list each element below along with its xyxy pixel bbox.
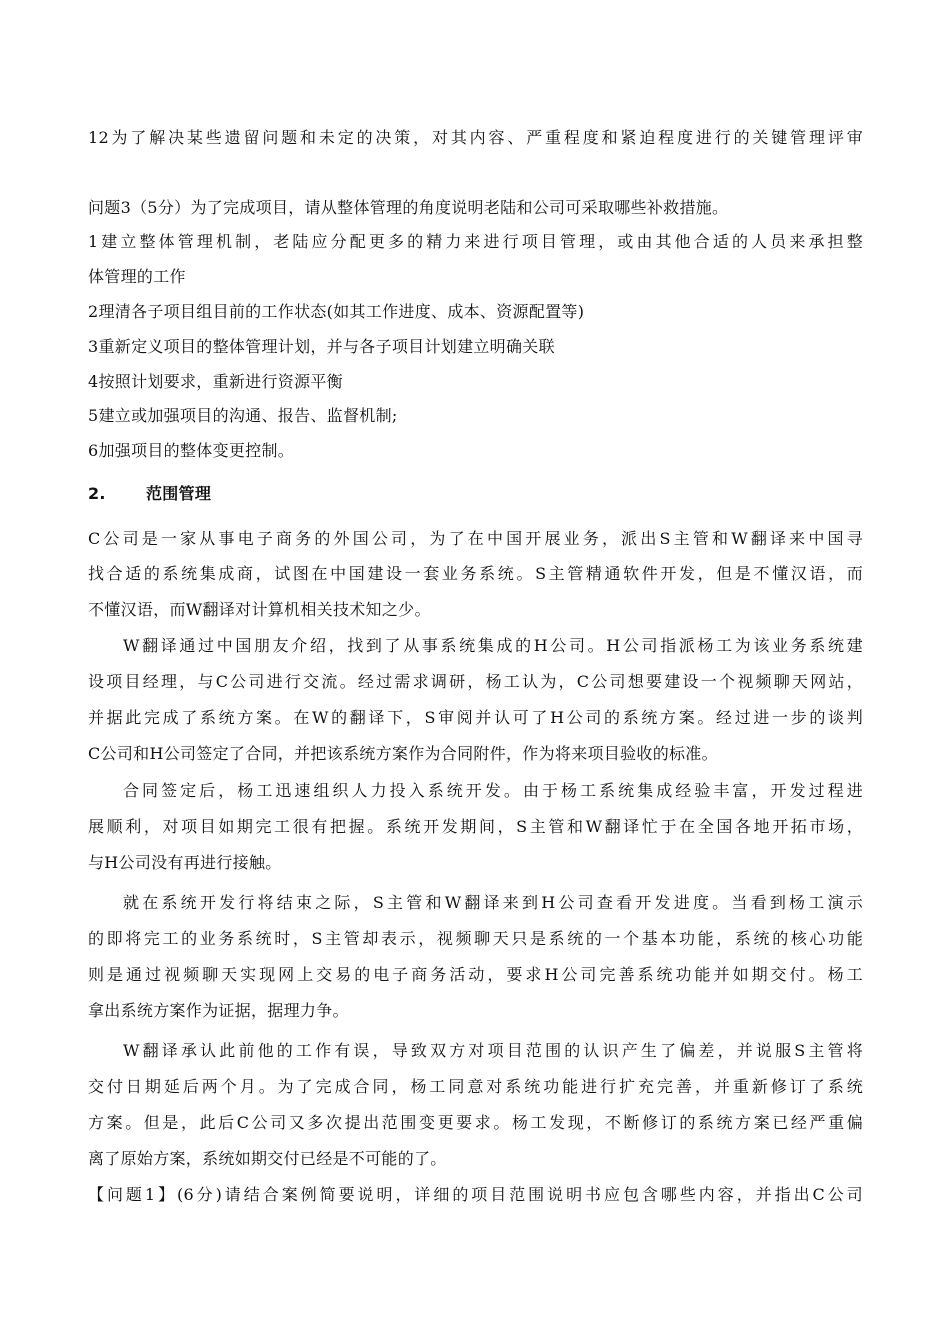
section-title: 范围管理 [146, 484, 212, 503]
text-line: 设项目经理，与C公司进行交流。经过需求调研，杨工认为，C公司想要建设一个视频聊天网站， [88, 672, 863, 691]
text-line: 与H公司没有再进行接触。 [88, 853, 282, 872]
question-3: 问题3（5分）为了完成项目，请从整体管理的角度说明老陆和公司可采取哪些补救措施。 [88, 198, 729, 217]
text-line: 交付日期延后两个月。为了完成合同，杨工同意对系统功能进行扩充完善，并重新修订了系统 [88, 1077, 863, 1096]
section-heading [88, 484, 863, 504]
text-line: 4按照计划要求，重新进行资源平衡 [88, 372, 343, 391]
text-line: 6加强项目的整体变更控制。 [88, 441, 295, 460]
text-line: 并据此完成了系统方案。在W的翻译下，S审阅并认可了H公司的系统方案。经过进一步的谈判 [88, 708, 863, 727]
question-1: 【问题1】(6分)请结合案例简要说明，详细的项目范围说明书应包含哪些内容，并指出C公司 [88, 1185, 863, 1204]
text-line: 拿出系统方案作为证据，据理力争。 [88, 1001, 349, 1020]
text-line: 方案。但是，此后C公司又多次提出范围变更要求。杨工发现，不断修订的系统方案已经严重偏 [88, 1113, 863, 1132]
text-line: 3重新定义项目的整体管理计划，并与各子项目计划建立明确关联 [88, 337, 555, 356]
section-number: 2. [88, 484, 106, 503]
text-line: W翻译通过中国朋友介绍，找到了从事系统集成的H公司。H公司指派杨工为该业务系统建 [123, 636, 863, 655]
text-line: 就在系统开发行将结束之际，S主管和W翻译来到H公司查看开发进度。当看到杨工演示 [123, 893, 863, 912]
text-line: 5建立或加强项目的沟通、报告、监督机制; [88, 406, 398, 425]
text-line: 离了原始方案，系统如期交付已经是不可能的了。 [88, 1149, 447, 1168]
text-line: 的即将完工的业务系统时，S主管却表示，视频聊天只是系统的一个基本功能，系统的核心功能 [88, 929, 863, 948]
text-line: 合同签定后，杨工迅速组织人力投入系统开发。由于杨工系统集成经验丰富，开发过程进 [123, 781, 863, 800]
text-line: 2理清各子项目组目前的工作状态(如其工作进度、成本、资源配置等) [88, 302, 585, 321]
text-line: 则是通过视频聊天实现网上交易的电子商务活动，要求H公司完善系统功能并如期交付。杨工 [88, 965, 863, 984]
text-line: C公司是一家从事电子商务的外国公司，为了在中国开展业务，派出S主管和W翻译来中国寻 [88, 529, 863, 548]
text-line: W翻译承认此前他的工作有误，导致双方对项目范围的认识产生了偏差，并说服S主管将 [123, 1041, 863, 1060]
text-line: 展顺利，对项目如期完工很有把握。系统开发期间，S主管和W翻译忙于在全国各地开拓市场， [88, 817, 863, 836]
text-line: 体管理的工作 [88, 267, 186, 286]
text-line: 不懂汉语，而W翻译对计算机相关技术知之少。 [88, 600, 431, 619]
text-line: 找合适的系统集成商，试图在中国建设一套业务系统。S主管精通软件开发，但是不懂汉语，而 [88, 564, 863, 583]
text-line: 1建立整体管理机制，老陆应分配更多的精力来进行项目管理，或由其他合适的人员来承担整 [88, 232, 863, 251]
text-line: C公司和H公司签定了合同，并把该系统方案作为合同附件，作为将来项目验收的标准。 [88, 744, 718, 763]
text-line: 12为了解决某些遗留问题和未定的决策，对其内容、严重程度和紧迫程度进行的关键管理评审 [88, 128, 863, 147]
